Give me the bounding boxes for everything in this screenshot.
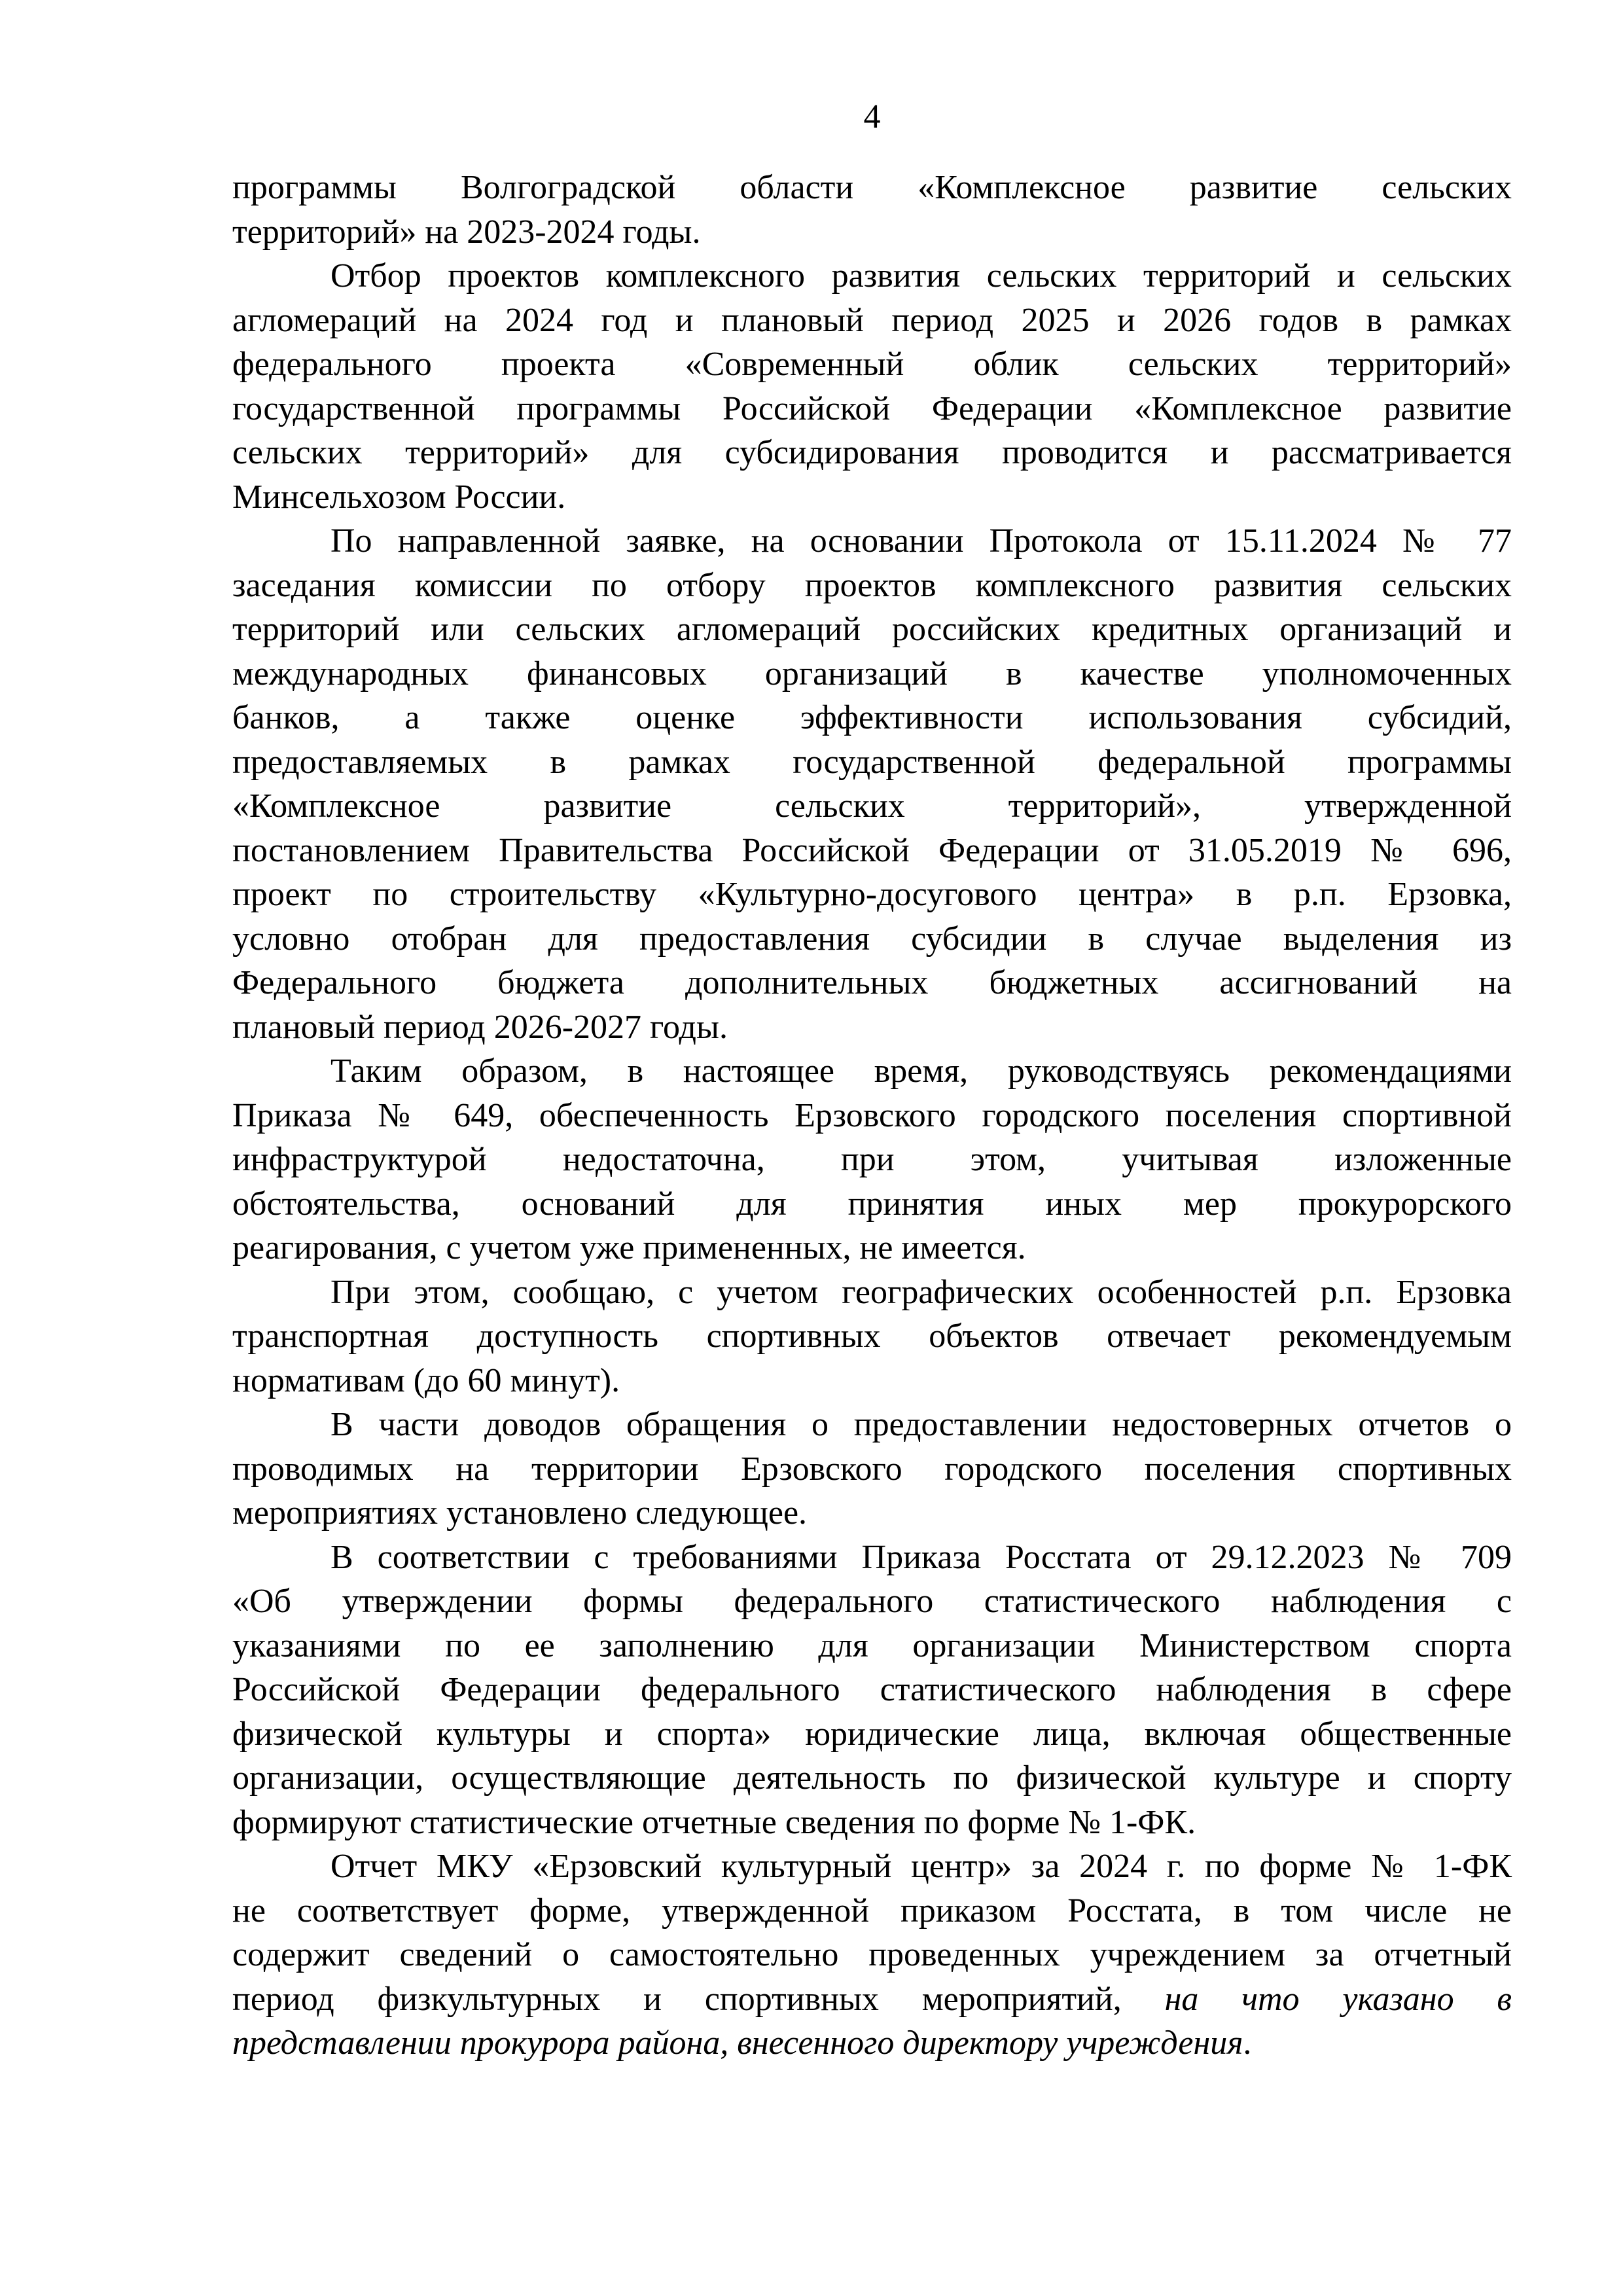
text-line — [232, 1094, 1512, 1138]
body-text: Федерального бюджета дополнительных бюджетных ассигнований на — [232, 964, 1512, 1001]
body-text: Таким образом, в настоящее время, руководствуясь рекомендациями — [330, 1052, 1512, 1090]
text-line — [232, 1270, 1512, 1315]
text-line — [232, 1491, 1512, 1535]
body-text: банков, а также оценке эффективности использования субсидий, — [232, 699, 1512, 736]
body-text: предоставляемых в рамках государственной федеральной программы — [232, 743, 1512, 781]
text-line — [232, 1226, 1512, 1270]
body-text: Приказа № 649, обеспеченность Ерзовского городского поселения спортивной — [232, 1096, 1512, 1134]
text-line — [232, 607, 1512, 652]
paragraph — [232, 1270, 1512, 1403]
text-line — [232, 696, 1512, 740]
body-text: По направленной заявке, на основании Протокола от 15.11.2024 № 77 — [330, 522, 1512, 560]
text-line — [232, 1889, 1512, 1933]
emphasized-text: представлении прокурора района, внесенного директору учреждения — [232, 2024, 1243, 2062]
text-line — [232, 1624, 1512, 1668]
body-text: плановый период 2026-2027 годы. — [232, 1008, 728, 1046]
paragraph — [232, 1403, 1512, 1535]
text-line — [232, 652, 1512, 696]
body-text: мероприятиях установлено следующее. — [232, 1494, 808, 1532]
text-line — [232, 829, 1512, 873]
text-line — [232, 784, 1512, 829]
body-text: не соответствует форме, утвержденной приказом Росстата, в том числе не — [232, 1892, 1512, 1929]
text-line — [232, 475, 1512, 520]
body-text: территорий или сельских агломераций российских кредитных организаций и — [232, 611, 1512, 648]
text-line — [232, 519, 1512, 564]
body-text: инфраструктурой недостаточна, при этом, учитывая изложенные — [232, 1141, 1512, 1178]
body-text: формируют статистические отчетные сведения по форме № 1-ФК. — [232, 1803, 1196, 1841]
document-body — [232, 166, 1512, 2066]
body-text: сельских территорий» для субсидирования проводится и рассматривается — [232, 434, 1512, 471]
body-text: физической культуры и спорта» юридические лица, включая общественные — [232, 1715, 1512, 1753]
text-line — [232, 1447, 1512, 1492]
text-line — [232, 1535, 1512, 1580]
paragraph — [232, 166, 1512, 254]
body-text: обстоятельства, оснований для принятия иных мер прокурорского — [232, 1185, 1512, 1223]
body-text: период физкультурных и спортивных мероприятий, — [232, 1980, 1165, 2018]
text-line — [232, 387, 1512, 431]
text-line — [232, 254, 1512, 298]
body-text: указаниями по ее заполнению для организации Министерством спорта — [232, 1626, 1512, 1664]
body-text: проводимых на территории Ерзовского городского поселения спортивных — [232, 1450, 1512, 1488]
body-text: программы Волгоградской области «Комплексное развитие сельских — [232, 169, 1512, 206]
body-text: условно отобран для предоставления субсидии в случае выделения из — [232, 920, 1512, 958]
body-text: «Комплексное развитие сельских территорий», утвержденной — [232, 787, 1512, 825]
text-line — [232, 1712, 1512, 1757]
body-text: заседания комиссии по отбору проектов комплексного развития сельских — [232, 566, 1512, 604]
paragraph — [232, 254, 1512, 519]
body-text: Отбор проектов комплексного развития сельских территорий и сельских — [330, 257, 1512, 295]
body-text: государственной программы Российской Федерации «Комплексное развитие — [232, 389, 1512, 427]
text-line — [232, 1756, 1512, 1801]
body-text: содержит сведений о самостоятельно проведенных учреждением за отчетный — [232, 1936, 1512, 1973]
body-text: федерального проекта «Современный облик сельских территорий» — [232, 346, 1512, 383]
text-line — [232, 1049, 1512, 1094]
body-text: транспортная доступность спортивных объектов отвечает рекомендуемым — [232, 1318, 1512, 1355]
emphasized-text: на что указано в — [1164, 1980, 1512, 2018]
text-line — [232, 431, 1512, 475]
paragraph — [232, 1535, 1512, 1845]
body-text: международных финансовых организаций в качестве уполномоченных — [232, 655, 1512, 692]
text-line — [232, 210, 1512, 255]
body-text: постановлением Правительства Российской Федерации от 31.05.2019 № 696, — [232, 831, 1512, 869]
text-line — [232, 298, 1512, 343]
body-text: проект по строительству «Культурно-досугового центра» в р.п. Ерзовка, — [232, 876, 1512, 913]
text-line — [232, 1005, 1512, 1050]
text-line — [232, 166, 1512, 210]
body-text: территорий» на 2023-2024 годы. — [232, 213, 701, 251]
text-line — [232, 564, 1512, 608]
paragraph — [232, 519, 1512, 1049]
text-line — [232, 961, 1512, 1005]
body-text: В части доводов обращения о предоставлении недостоверных отчетов о — [330, 1406, 1512, 1443]
paragraph — [232, 1844, 1512, 2066]
body-text: Российской Федерации федерального статистического наблюдения в сфере — [232, 1671, 1512, 1708]
page-number: 4 — [863, 98, 881, 135]
text-line — [232, 1844, 1512, 1889]
text-line — [232, 1977, 1512, 2022]
text-line — [232, 1138, 1512, 1182]
text-line — [232, 1668, 1512, 1712]
body-text: агломераций на 2024 год и плановый период 2025 и 2026 годов в рамках — [232, 301, 1512, 339]
body-text: нормативам (до 60 минут). — [232, 1361, 620, 1399]
text-line — [232, 1579, 1512, 1624]
body-text: В соответствии с требованиями Приказа Росстата от 29.12.2023 № 709 — [330, 1538, 1512, 1576]
text-line — [232, 1801, 1512, 1845]
text-line — [232, 1182, 1512, 1227]
text-line — [232, 342, 1512, 387]
body-text: Минсельхозом России. — [232, 478, 566, 516]
body-text: При этом, сообщаю, с учетом географических особенностей р.п. Ерзовка — [330, 1273, 1512, 1311]
text-line — [232, 1933, 1512, 1977]
body-text: реагирования, с учетом уже примененных, не имеется. — [232, 1229, 1026, 1266]
paragraph — [232, 1049, 1512, 1270]
text-line — [232, 1403, 1512, 1447]
text-line — [232, 917, 1512, 961]
text-line — [232, 1314, 1512, 1359]
body-text: . — [1243, 2024, 1252, 2062]
text-line — [232, 2021, 1512, 2066]
body-text: Отчет МКУ «Ерзовский культурный центр» за 2024 г. по форме № 1-ФК — [330, 1848, 1512, 1885]
text-line — [232, 1359, 1512, 1403]
text-line — [232, 872, 1512, 917]
body-text: организации, осуществляющие деятельность по физической культуре и спорту — [232, 1759, 1512, 1797]
body-text: «Об утверждении формы федерального статистического наблюдения с — [232, 1583, 1512, 1620]
text-line — [232, 740, 1512, 785]
